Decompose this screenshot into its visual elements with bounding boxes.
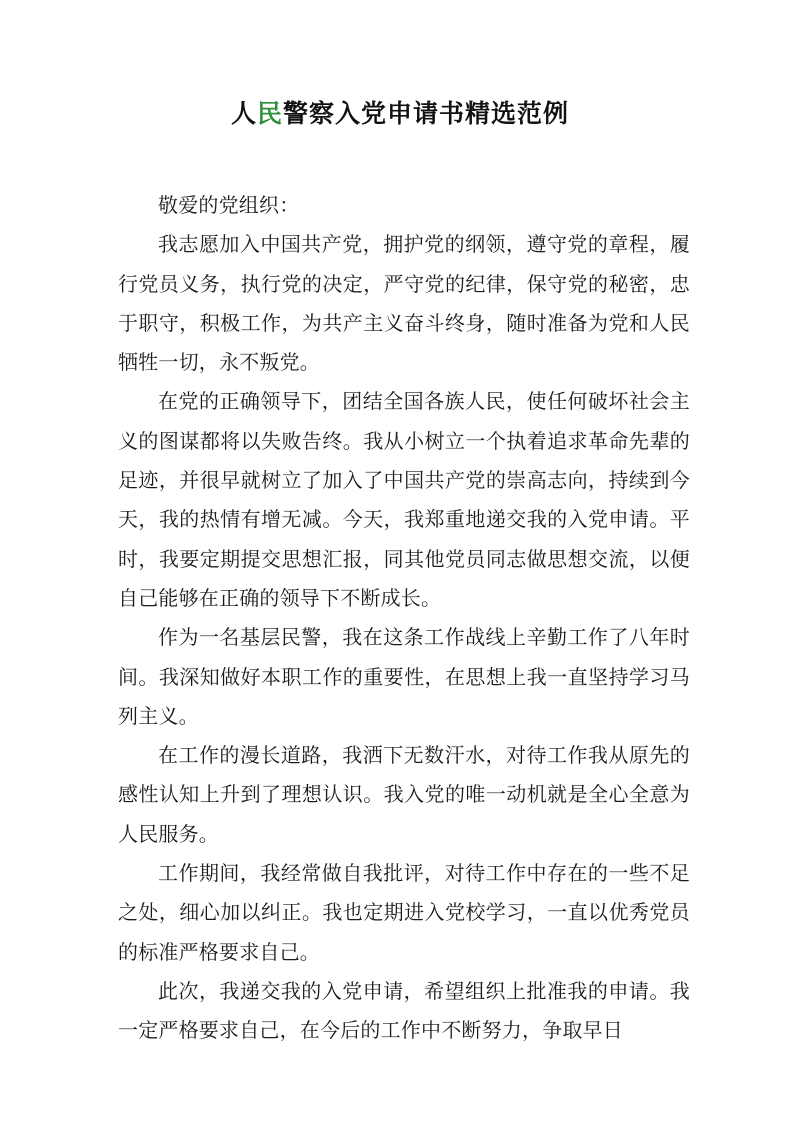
title-highlight: 民 — [256, 99, 283, 128]
paragraph-6: 此次，我递交我的入党申请，希望组织上批准我的申请。我一定严格要求自己，在今后的工作中不断努力，争取早日 — [118, 978, 690, 1043]
salutation: 敬爱的党组织： — [158, 193, 300, 217]
document-body — [118, 186, 690, 1051]
title-part-2: 警察入党申请书精选范例 — [283, 99, 570, 128]
paragraph-3: 作为一名基层民警，我在这条工作战线上辛勤工作了八年时间。我深知做好本职工作的重要性，在思想上我一直坚持学习马列主义。 — [118, 625, 690, 728]
paragraph-1: 我志愿加入中国共产党，拥护党的纲领，遵守党的章程，履行党员义务，执行党的决定，严守党的纪律，保守党的秘密，忠于职守，积极工作，为共产主义奋斗终身，随时准备为党和人民牺牲一切，永不叛党。 — [118, 232, 690, 375]
title-part-1: 人 — [230, 99, 257, 128]
paragraph-5: 工作期间，我经常做自我批评，对待工作中存在的一些不足之处，细心加以纠正。我也定期进入党校学习，一直以优秀党员的标准严格要求自己。 — [118, 861, 690, 964]
page-title — [0, 94, 800, 134]
paragraph-2: 在党的正确领导下，团结全国各族人民，使任何破坏社会主义的图谋都将以失败告终。我从小树立一个执着追求革命先辈的足迹，并很早就树立了加入了中国共产党的崇高志向，持续到今天，我的热情有增无减。今天，我郑重地递交我的入党申请。平时，我要定期提交思想汇报，同其他党员同志做思想交流，以便自己能够在正确的领导下不断成长。 — [118, 389, 690, 610]
paragraph-4: 在工作的漫长道路，我洒下无数汗水，对待工作我从原先的感性认知上升到了理想认识。我入党的唯一动机就是全心全意为人民服务。 — [118, 743, 690, 846]
